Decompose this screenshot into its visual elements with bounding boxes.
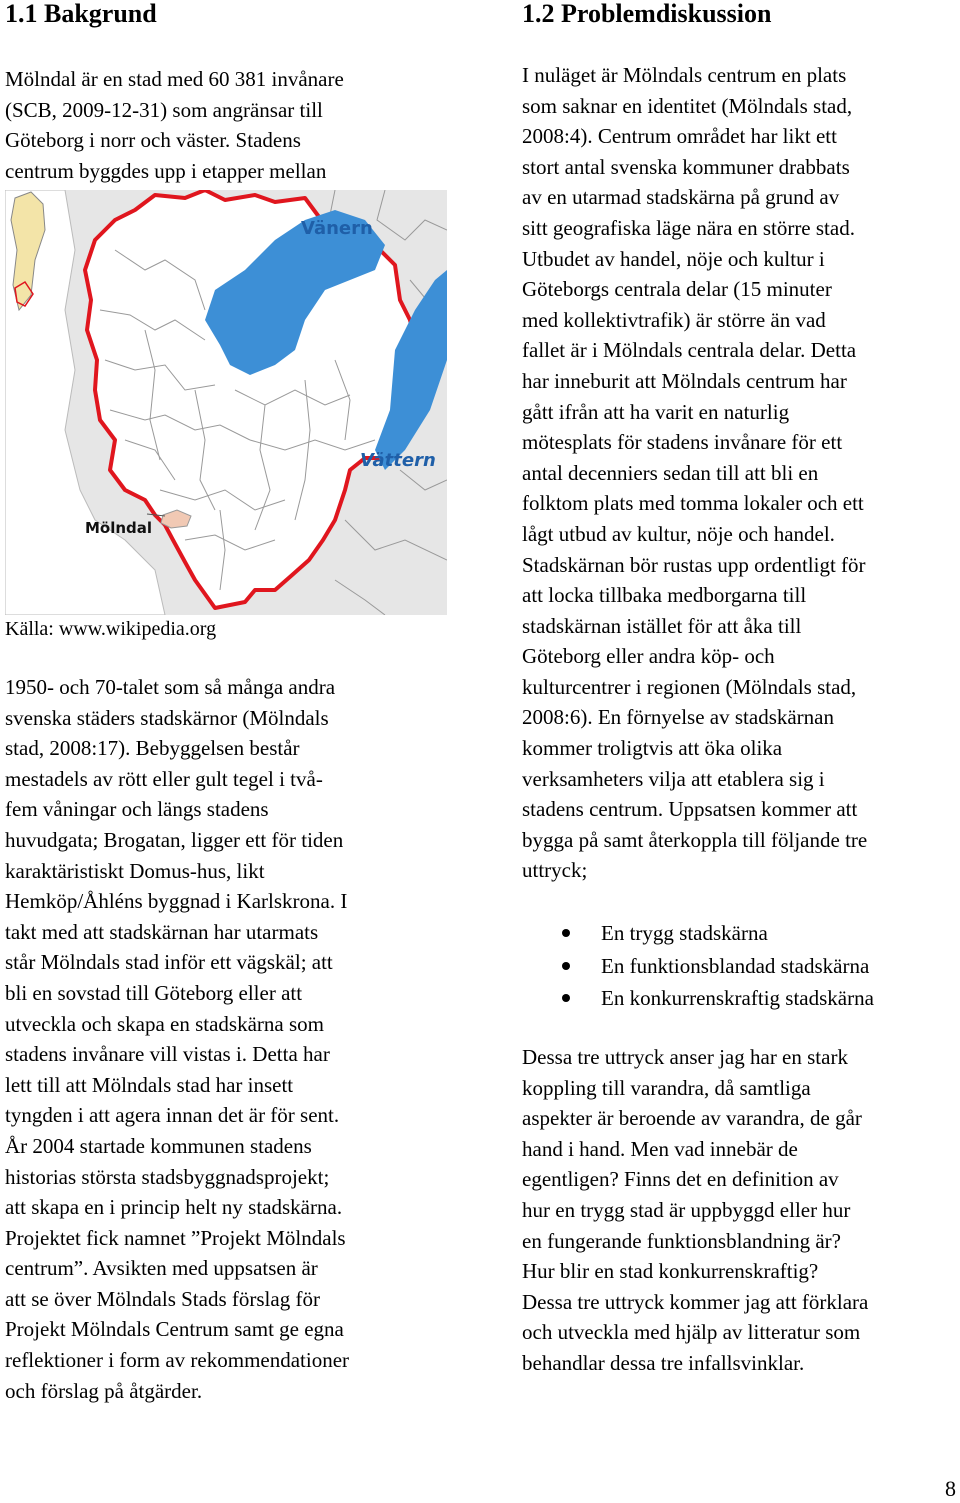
text-line: att se över Mölndals Stads förslag för <box>5 1286 320 1311</box>
text-line: centrum byggdes upp i etapper mellan <box>5 158 327 183</box>
text-line: Projekt Mölndals Centrum samt ge egna <box>5 1317 344 1342</box>
text-line: Hemköp/Åhléns byggnad i Karlskrona. I <box>5 889 348 914</box>
text-line: bygga på samt återkoppla till följande tre <box>522 827 868 852</box>
text-line: sitt geografiska läge nära en större stad. <box>522 215 855 240</box>
list-item <box>562 950 874 983</box>
text-line: tyngden i att agera innan det är för sent. <box>5 1103 340 1128</box>
text-line: (SCB, 2009-12-31) som angränsar till <box>5 97 323 122</box>
page-number: 8 <box>945 1476 956 1501</box>
list-item-label: En funktionsblandad stadskärna <box>601 953 870 978</box>
label-vanern: Vänern <box>301 218 373 239</box>
map-caption: Källa: www.wikipedia.org <box>5 618 217 640</box>
text-line: karaktäristiskt Domus-hus, likt <box>5 858 265 883</box>
list-item <box>562 982 874 1015</box>
map-image <box>5 190 447 615</box>
text-line: som saknar en identitet (Mölndals stad, <box>522 93 853 118</box>
text-line: stort antal svenska kommuner drabbats <box>522 154 850 179</box>
text-line: och förslag på åtgärder. <box>5 1378 203 1403</box>
text-line: 1950- och 70-talet som så många andra <box>5 675 336 699</box>
text-line: stad, 2008:17). Bebyggelsen består <box>5 736 300 761</box>
text-line: att skapa en i princip helt ny stadskärna. <box>5 1195 343 1220</box>
text-line: lågt utbud av kultur, nöje och handel. <box>522 521 835 546</box>
list-item-label: En konkurrenskraftig stadskärna <box>601 986 874 1010</box>
text-line: centrum”. Avsikten med uppsatsen är <box>5 1256 318 1281</box>
text-line: 2008:6). En förnyelse av stadskärnan <box>522 705 834 730</box>
text-line: lett till att Mölndals stad har insett <box>5 1072 294 1097</box>
body-paragraph <box>5 672 349 1406</box>
text-line: egentligen? Finns det en definition av <box>522 1167 839 1192</box>
text-line: står Mölndals stad inför ett vägskäl; att <box>5 950 333 975</box>
text-line: att locka tillbaka medborgarna till <box>522 583 807 608</box>
text-line: Projektet fick namnet ”Projekt Mölndals <box>5 1225 346 1250</box>
text-line: med kollektivtrafik) är större än vad <box>522 307 826 332</box>
text-line: en fungerande funktionsblandning är? <box>522 1228 841 1253</box>
text-line: verksamheters vilja att etablera sig i <box>522 766 825 791</box>
list-item-label: En trygg stadskärna <box>601 921 768 945</box>
text-line: År 2004 startade kommunen stadens <box>5 1133 312 1158</box>
text-line: stadskärnan istället för att åka till <box>522 613 802 638</box>
label-vattern: Vättern <box>360 450 436 471</box>
text-line: Hur blir en stad konkurrenskraftig? <box>522 1259 819 1284</box>
label-molndal: Mölndal <box>85 519 153 537</box>
map-vastra-gotaland <box>5 190 447 615</box>
section-heading-problemdiskussion: 1.2 Problemdiskussion <box>522 0 772 28</box>
text-line: kulturcentrer i regionen (Mölndals stad, <box>522 674 857 699</box>
text-line: Dessa tre uttryck anser jag har en stark <box>522 1045 848 1069</box>
text-line: stadens invånare vill vistas i. Detta har <box>5 1042 330 1067</box>
text-line: fallet är i Mölndals centrala delar. Detta <box>522 338 857 363</box>
text-line: Dessa tre uttryck kommer jag att förklara <box>522 1289 869 1314</box>
text-line: stadens centrum. Uppsatsen kommer att <box>522 797 858 822</box>
text-line: svenska städers stadskärnor (Mölndals <box>5 705 329 730</box>
text-line: Mölndal är en stad med 60 381 invånare <box>5 67 344 91</box>
bullet-icon <box>562 929 570 937</box>
bullet-list <box>562 917 874 1015</box>
text-line: behandlar dessa tre infallsvinklar. <box>522 1350 805 1375</box>
intro-paragraph <box>5 64 344 186</box>
text-line: har inneburit att Mölndals centrum har <box>522 368 847 393</box>
bullet-icon <box>562 994 570 1002</box>
bullet-icon <box>562 962 570 970</box>
text-line: och utveckla med hjälp av litteratur som <box>522 1320 861 1345</box>
text-line: takt med att stadskärnan har utarmats <box>5 919 319 944</box>
text-line: antal decenniers sedan till att bli en <box>522 460 819 485</box>
text-line: mestadels av rött eller gult tegel i två- <box>5 766 323 791</box>
text-line: aspekter är beroende av varandra, de går <box>522 1106 862 1131</box>
text-line: mötesplats för stadens invånare för ett <box>522 430 843 455</box>
text-line: folktom plats med tomma lokaler och ett <box>522 491 864 516</box>
text-line: Utbudet av handel, nöje och kultur i <box>522 246 825 271</box>
text-line: Göteborg eller andra köp- och <box>522 644 775 669</box>
text-line: gått ifrån att ha varit en naturlig <box>522 399 790 424</box>
text-line: reflektioner i form av rekommendationer <box>5 1348 350 1373</box>
section-heading-bakgrund: 1.1 Bakgrund <box>5 0 157 28</box>
text-line: Göteborg i norr och väster. Stadens <box>5 128 301 153</box>
text-line: av en utarmad stadskärna på grund av <box>522 185 840 210</box>
text-line: hand i hand. Men vad innebär de <box>522 1136 798 1161</box>
text-line: Göteborgs centrala delar (15 minuter <box>522 277 832 302</box>
text-line: hur en trygg stad är uppbyggd eller hur <box>522 1197 851 1222</box>
problem-paragraph-1 <box>522 60 867 886</box>
text-line: kommer troligtvis att öka olika <box>522 736 783 761</box>
text-line: historias största stadsbyggnadsprojekt; <box>5 1164 330 1189</box>
text-line: huvudgata; Brogatan, ligger ett för tiden <box>5 827 344 852</box>
text-line: Stadskärnan bör rustas upp ordentligt för <box>522 552 866 577</box>
text-line: utveckla och skapa en stadskärna som <box>5 1011 324 1036</box>
text-line: uttryck; <box>522 858 588 883</box>
problem-paragraph-2 <box>522 1042 868 1379</box>
text-line: koppling till varandra, då samtliga <box>522 1075 811 1100</box>
list-item <box>562 917 874 950</box>
text-line: bli en sovstad till Göteborg eller att <box>5 980 303 1005</box>
text-line: 2008:4). Centrum området har likt ett <box>522 124 837 149</box>
text-line: I nuläget är Mölndals centrum en plats <box>522 63 847 87</box>
text-line: fem våningar och längs stadens <box>5 797 269 822</box>
